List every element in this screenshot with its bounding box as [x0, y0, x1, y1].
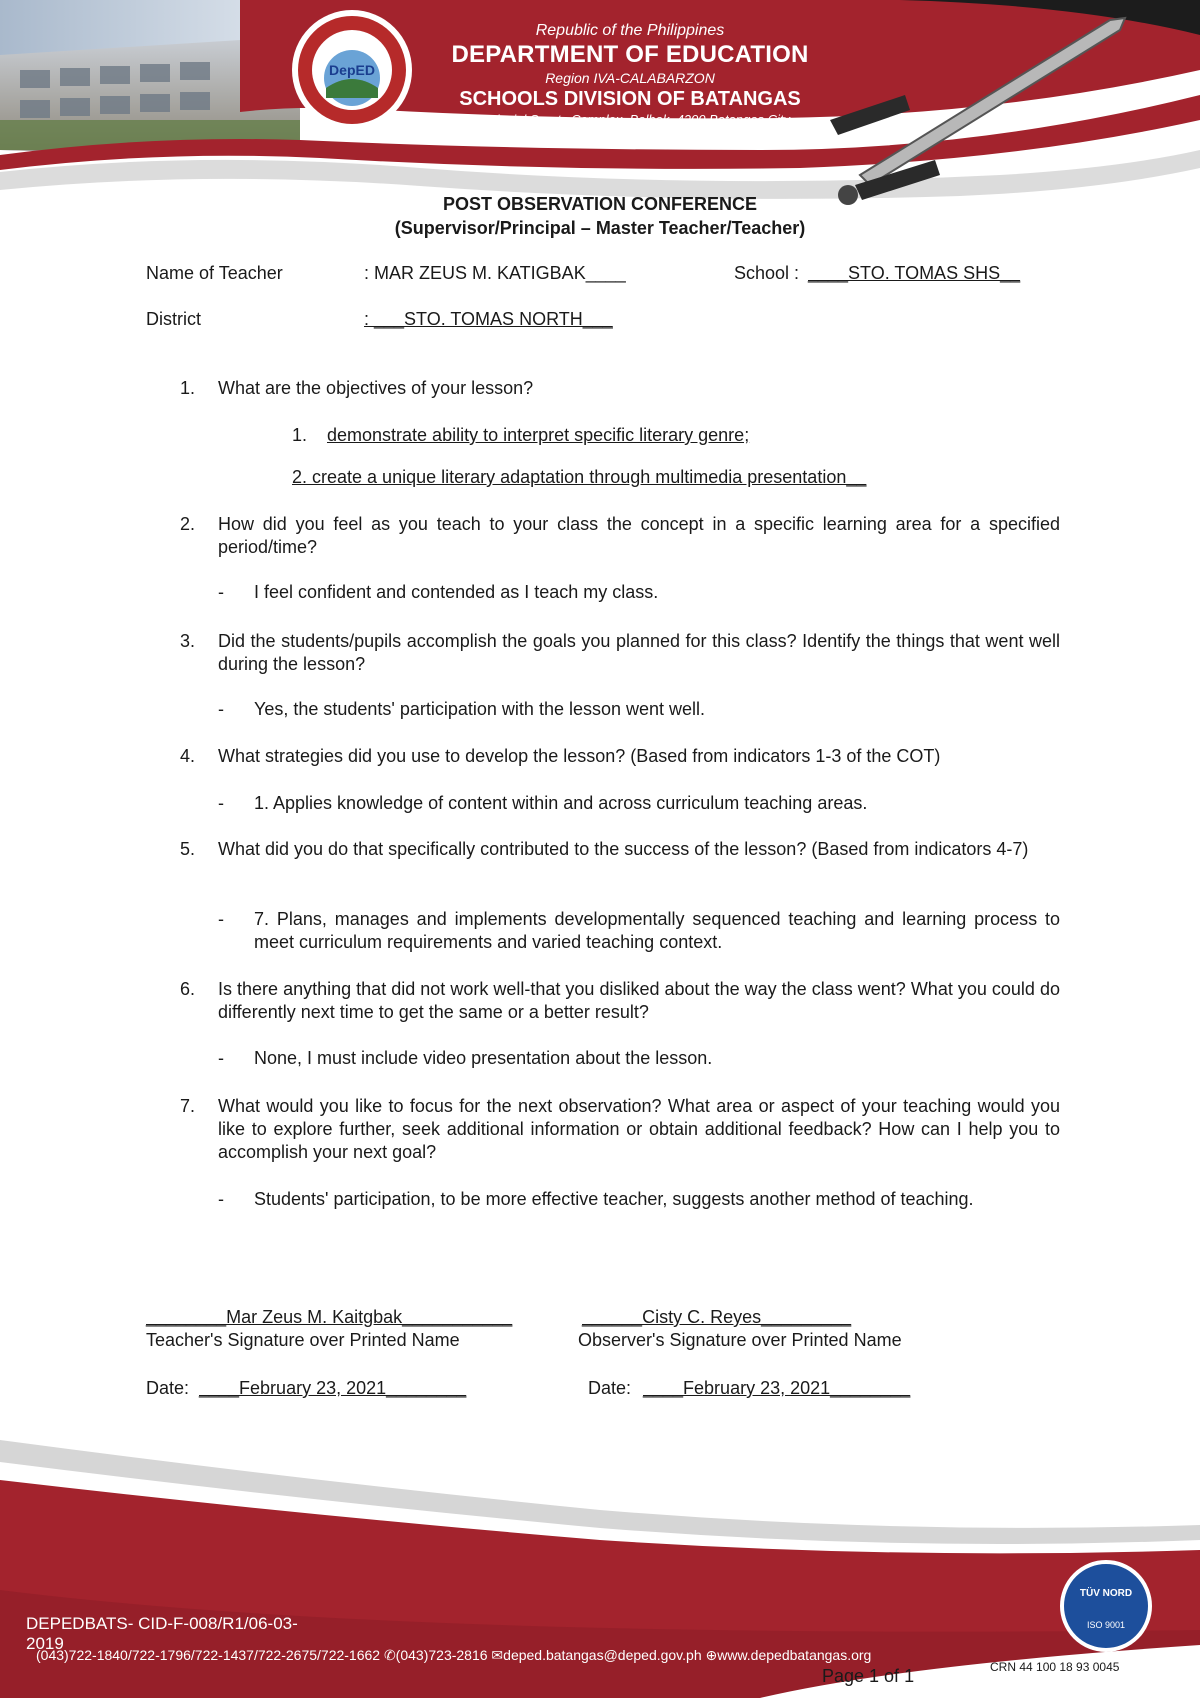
question-item — [180, 513, 1060, 559]
form-title: POST OBSERVATION CONFERENCE — [442, 194, 758, 214]
teacher-date: ____February 23, 2021________ — [199, 1378, 467, 1398]
observer-date-label: Date: — [588, 1378, 632, 1398]
answer-text: 1. Applies knowledge of content within and across curriculum teaching areas. — [254, 793, 868, 813]
question-text: What strategies did you use to develop the lesson? (Based from indicators 1-3 of the COT) — [218, 746, 941, 766]
crn-number: CRN 44 100 18 93 0045 — [990, 1660, 1120, 1674]
answer-dash: - — [218, 793, 224, 813]
question-number: 7. — [180, 1096, 196, 1116]
deped-logo-text: DepED — [329, 62, 375, 78]
answer-item — [218, 581, 1060, 604]
footer-contact-line: (043)722-1840/722-1796/722-1437/722-2675/722-1662 ✆(043)723-2816 ✉deped.batangas@deped.gov.ph ⊕www.depedbatangas.org — [36, 1647, 872, 1663]
answer-dash: - — [218, 1048, 224, 1068]
district-value: : ___STO. TOMAS NORTH___ — [364, 309, 613, 329]
question-number: 4. — [180, 746, 196, 766]
iso-certification-badge — [1060, 1560, 1152, 1652]
form-subtitle: (Supervisor/Principal – Master Teacher/Teacher) — [394, 218, 806, 238]
letterhead-text — [450, 22, 810, 127]
objective-item: demonstrate ability to interpret specific literary genre; — [327, 425, 750, 445]
page-number: Page 1 of 1 — [822, 1666, 915, 1686]
objective-number: 1. — [292, 425, 308, 445]
question-number: 3. — [180, 631, 196, 651]
answer-item — [218, 792, 1060, 815]
district-label: District — [146, 309, 201, 329]
division-address: Provincial Sports Complex, Bolbok, 4200 Batangas City — [469, 112, 791, 127]
answer-text: Students' participation, to be more effective teacher, suggests another method of teaching. — [254, 1189, 974, 1209]
observer-signature-caption: Observer's Signature over Printed Name — [578, 1330, 902, 1350]
question-text: What are the objectives of your lesson? — [218, 378, 534, 398]
answer-dash: - — [218, 699, 224, 719]
answer-text: None, I must include video presentation about the lesson. — [254, 1048, 713, 1068]
question-item — [180, 978, 1060, 1024]
observer-date: ____February 23, 2021________ — [643, 1378, 911, 1398]
answer-text: 7. Plans, manages and implements developmentally sequenced teaching and learning process to meet curriculum requirements and varied teaching context. — [254, 909, 1060, 952]
observer-signature-name: ______Cisty C. Reyes_________ — [582, 1307, 852, 1327]
answer-item — [218, 908, 1060, 954]
question-text: Is there anything that did not work well-that you disliked about the way the class went? What you could do differently next time to get the same or a better result? — [218, 979, 1060, 1022]
question-text: How did you feel as you teach to your class the concept in a specific learning area for a specified period/time? — [218, 514, 1060, 557]
teacher-signature-caption: Teacher's Signature over Printed Name — [146, 1330, 460, 1350]
answer-dash: - — [218, 582, 224, 602]
objective-item: 2. create a unique literary adaptation through multimedia presentation__ — [292, 467, 867, 487]
answer-item — [218, 1047, 1060, 1070]
question-number: 2. — [180, 514, 196, 534]
question-item — [180, 745, 1060, 768]
form-code-year: 2019 — [26, 1634, 64, 1653]
question-number: 1. — [180, 378, 196, 398]
department-name: DEPARTMENT OF EDUCATION — [451, 41, 809, 68]
answer-text: I feel confident and contended as I teach my class. — [254, 582, 659, 602]
division-name: SCHOOLS DIVISION OF BATANGAS — [459, 88, 801, 110]
question-text: Did the students/pupils accomplish the goals you planned for this class? Identify the things that went well during the lesson? — [218, 631, 1060, 674]
question-number: 5. — [180, 839, 196, 859]
question-item — [180, 377, 1060, 400]
teacher-label: Name of Teacher — [146, 263, 283, 283]
question-item — [180, 630, 1060, 676]
teacher-value: : MAR ZEUS M. KATIGBAK____ — [364, 263, 626, 283]
teacher-date-label: Date: — [146, 1378, 190, 1398]
republic-line: Republic of the Philippines — [535, 22, 725, 39]
answer-item — [218, 698, 1060, 721]
answer-text: Yes, the students' participation with the lesson went well. — [254, 699, 706, 719]
iso-label: ISO 9001 — [1086, 1620, 1126, 1630]
school-label: School : — [734, 263, 800, 283]
answer-dash: - — [218, 909, 224, 929]
question-text: What would you like to focus for the next observation? What area or aspect of your teaching would you like to explore further, seek additional information or obtain additional feedback? How can I help you to accomplish your next goal? — [218, 1096, 1060, 1162]
question-text: What did you do that specifically contributed to the success of the lesson? (Based from indicators 4-7) — [218, 839, 1029, 859]
form-code-text: DEPEDBATS- CID-F-008/R1/06-03- — [26, 1614, 298, 1633]
question-item — [180, 1095, 1060, 1164]
question-number: 6. — [180, 979, 196, 999]
school-value: ____STO. TOMAS SHS__ — [808, 263, 1021, 283]
question-item — [180, 838, 1060, 861]
teacher-signature-name: ________Mar Zeus M. Kaitgbak___________ — [146, 1307, 513, 1327]
tuv-nord-label: TÜV NORD — [1079, 1588, 1133, 1599]
region-line: Region IVA-CALABARZON — [545, 70, 715, 86]
answer-item — [218, 1188, 1060, 1211]
answer-dash: - — [218, 1189, 224, 1209]
